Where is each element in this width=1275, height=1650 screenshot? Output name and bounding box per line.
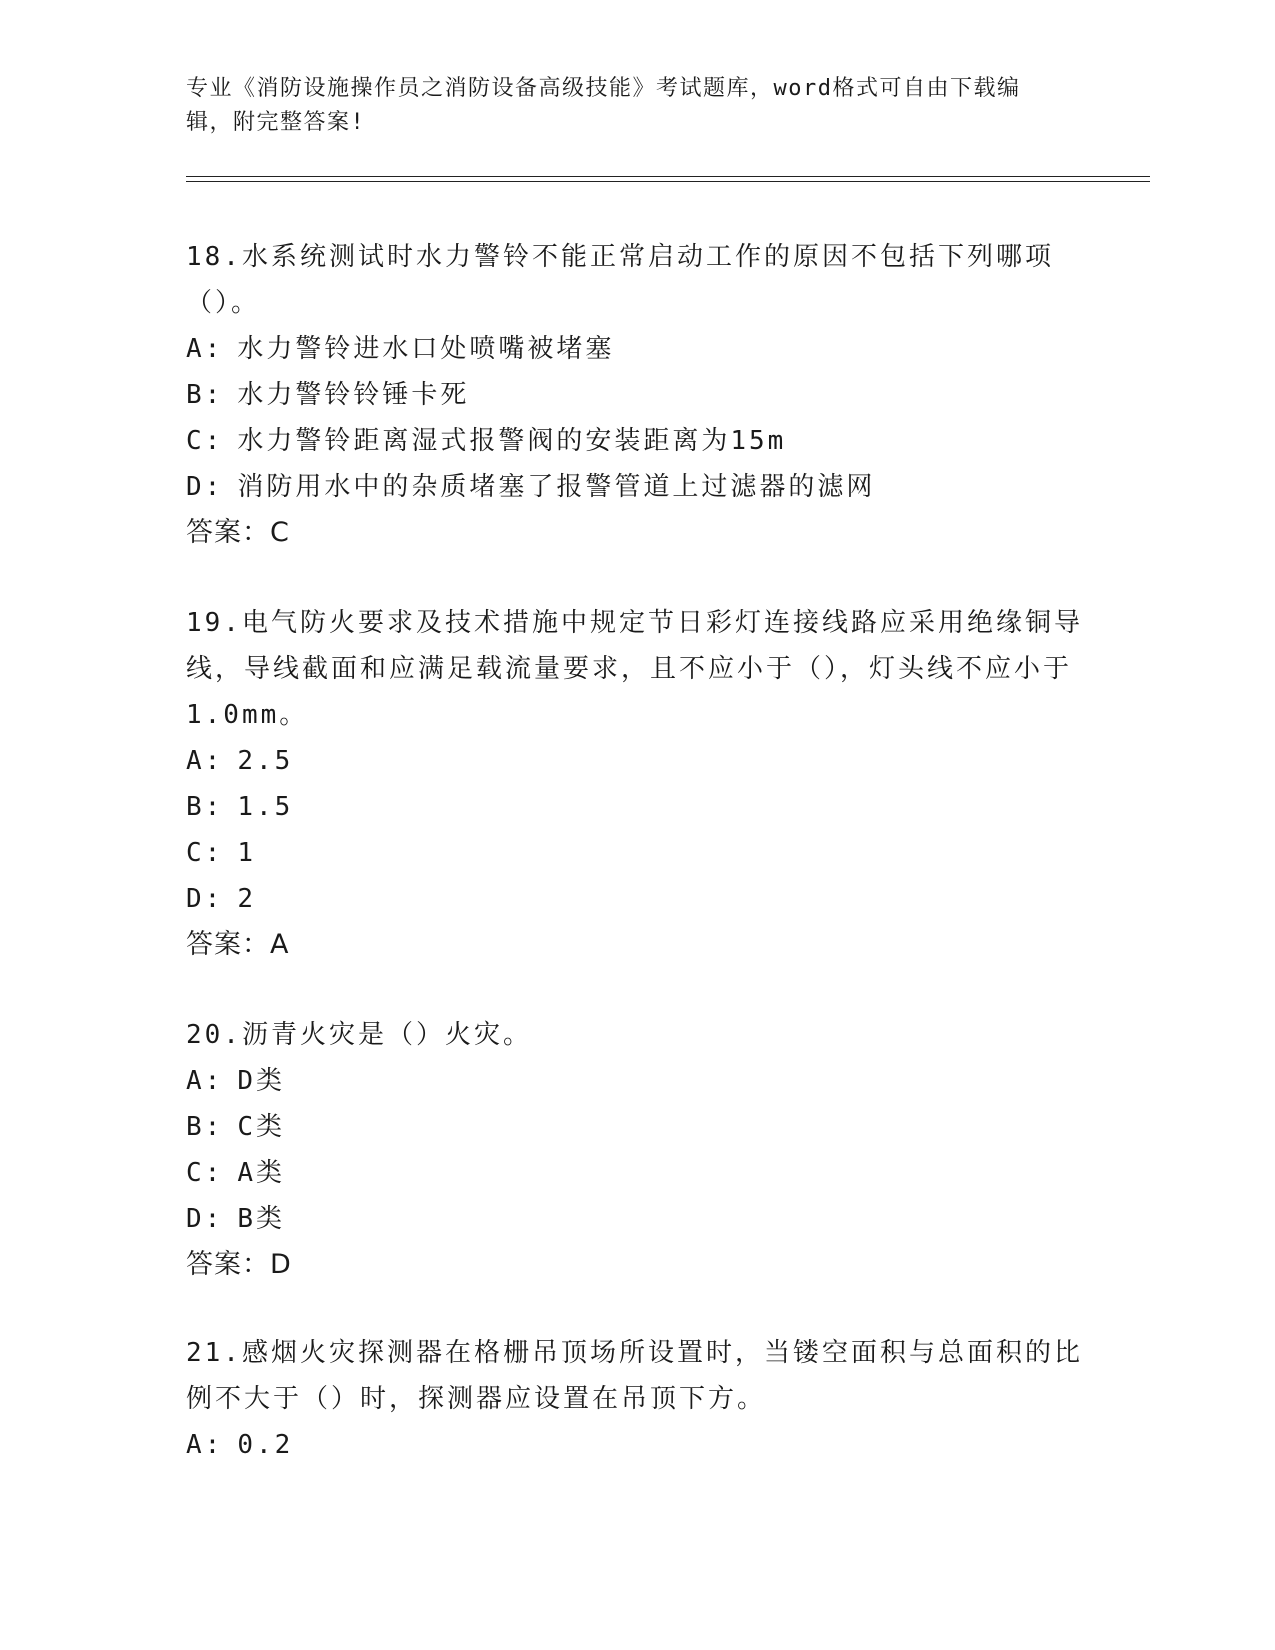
question-stem: 19.电气防火要求及技术措施中规定节日彩灯连接线路应采用绝缘铜导线，导线截面和应满足载流量要求，且不应小于（），灯头线不应小于1.0mm。 <box>186 608 1083 730</box>
option-b: B: 1.5 <box>186 792 294 822</box>
answer-label: 答案：A <box>186 929 290 960</box>
question-stem: 20.沥青火灾是（）火灾。 <box>186 1020 532 1050</box>
option-b: B: 水力警铃铃锤卡死 <box>186 380 470 410</box>
question-18 <box>186 234 1086 556</box>
option-a: A: D类 <box>186 1066 285 1096</box>
option-a: A: 2.5 <box>186 746 294 776</box>
option-c: C: A类 <box>186 1158 285 1188</box>
option-d: D: B类 <box>186 1204 285 1234</box>
option-a: A: 水力警铃进水口处喷嘴被堵塞 <box>186 334 615 364</box>
question-19 <box>186 600 1086 968</box>
question-21 <box>186 1330 1086 1468</box>
option-d: D: 2 <box>186 884 256 914</box>
question-20 <box>186 1012 1086 1288</box>
question-stem: 21.感烟火灾探测器在格栅吊顶场所设置时，当镂空面积与总面积的比例不大于（）时，探测器应设置在吊顶下方。 <box>186 1338 1083 1414</box>
document-intro: 专业《消防设施操作员之消防设备高级技能》考试题库，word格式可自由下载编辑，附完整答案! <box>186 76 1021 135</box>
answer-label: 答案：C <box>186 517 290 548</box>
option-b: B: C类 <box>186 1112 285 1142</box>
option-c: C: 1 <box>186 838 256 868</box>
header-divider-bottom <box>186 181 1150 182</box>
option-a: A: 0.2 <box>186 1430 294 1460</box>
option-c: C: 水力警铃距离湿式报警阀的安装距离为15m <box>186 426 787 456</box>
header-divider-top <box>186 176 1150 177</box>
answer-label: 答案：D <box>186 1249 292 1280</box>
question-stem: 18.水系统测试时水力警铃不能正常启动工作的原因不包括下列哪项（）。 <box>186 242 1054 318</box>
option-d: D: 消防用水中的杂质堵塞了报警管道上过滤器的滤网 <box>186 472 876 502</box>
